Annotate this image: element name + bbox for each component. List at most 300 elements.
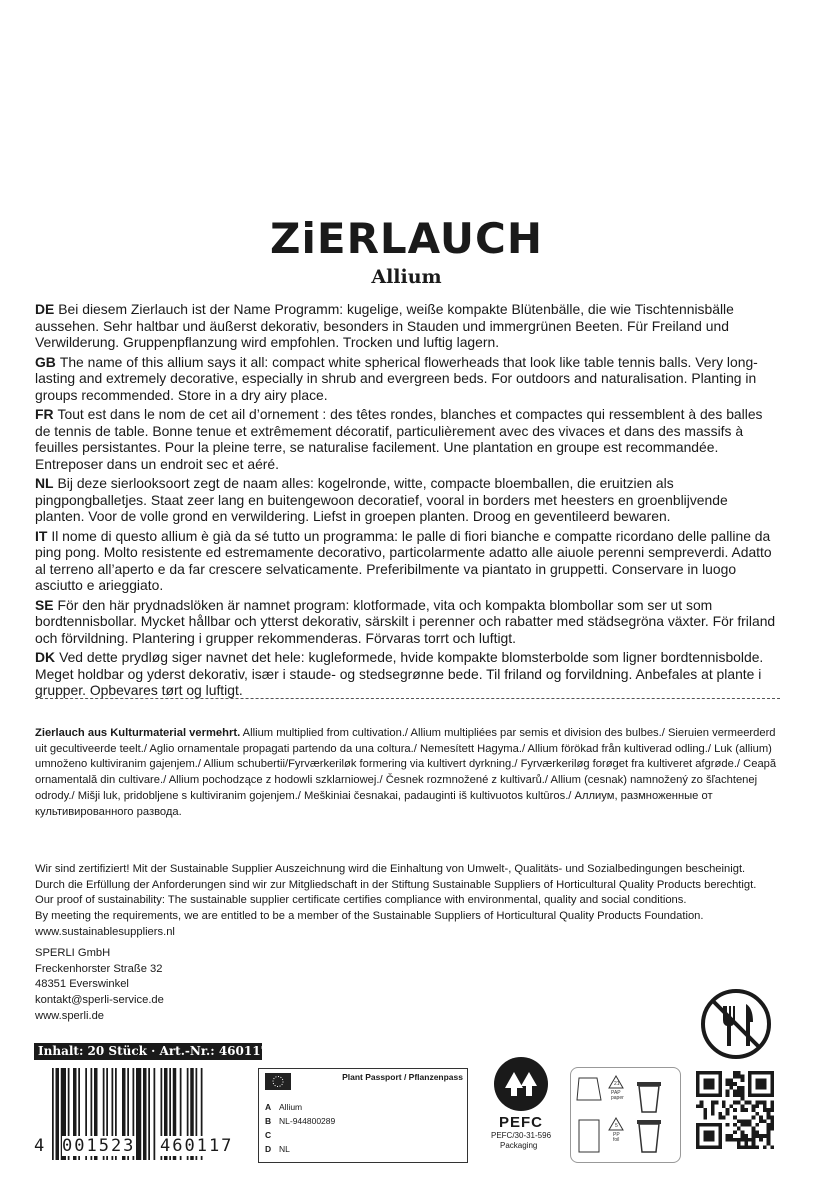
lang-code: DK <box>35 649 56 665</box>
company-name: SPERLI GmbH <box>35 947 111 959</box>
qr-module <box>696 1090 700 1094</box>
qr-module <box>744 1142 748 1146</box>
divider <box>35 698 780 699</box>
qr-module <box>748 1071 752 1075</box>
company-address <box>35 946 164 1025</box>
qr-module <box>741 1123 745 1127</box>
qr-module <box>770 1104 774 1108</box>
qr-module <box>733 1093 737 1097</box>
qr-module <box>703 1138 707 1142</box>
qr-module <box>759 1086 763 1090</box>
qr-module <box>711 1104 715 1108</box>
qr-module <box>703 1071 707 1075</box>
qr-module <box>744 1138 748 1142</box>
qr-module <box>748 1078 752 1082</box>
email: kontakt@sperli-service.de <box>35 994 164 1007</box>
qr-module <box>696 1134 700 1138</box>
qr-module <box>711 1138 715 1142</box>
qr-module <box>718 1138 722 1142</box>
qr-module <box>707 1078 711 1082</box>
qr-module <box>767 1108 771 1112</box>
qr-module <box>770 1075 774 1079</box>
qr-module <box>752 1071 756 1075</box>
qr-module <box>696 1145 700 1149</box>
recycle-label: PP <box>613 1132 620 1138</box>
lang-code: FR <box>35 406 54 422</box>
qr-module <box>733 1123 737 1127</box>
qr-module <box>737 1138 741 1142</box>
qr-module <box>737 1101 741 1105</box>
qr-module <box>763 1145 767 1149</box>
qr-module <box>763 1071 767 1075</box>
pouch-icon <box>579 1120 599 1152</box>
recycle-number: 21 <box>614 1081 620 1087</box>
page-subtitle: Allium <box>371 266 442 288</box>
passport-row <box>265 1144 290 1154</box>
qr-module <box>703 1108 707 1112</box>
plant-passport <box>258 1068 468 1163</box>
row-key: B <box>265 1116 272 1126</box>
qr-module <box>755 1101 759 1105</box>
qr-module <box>748 1119 752 1123</box>
qr-module <box>752 1127 756 1131</box>
qr-module <box>711 1112 715 1116</box>
qr-module <box>755 1123 759 1127</box>
recycling-info <box>570 1067 681 1163</box>
qr-module <box>696 1082 700 1086</box>
qr-module <box>741 1104 745 1108</box>
qr-module <box>707 1086 711 1090</box>
qr-module <box>744 1119 748 1123</box>
qr-module <box>700 1101 704 1105</box>
qr-module <box>715 1123 719 1127</box>
qr-module <box>726 1093 730 1097</box>
desc-de <box>35 301 780 351</box>
qr-module <box>744 1123 748 1127</box>
desc-fr <box>35 406 780 472</box>
qr-module <box>763 1134 767 1138</box>
qr-module <box>696 1075 700 1079</box>
qr-module <box>696 1127 700 1131</box>
qr-module <box>718 1142 722 1146</box>
qr-module <box>718 1093 722 1097</box>
qr-module <box>744 1108 748 1112</box>
qr-module <box>748 1101 752 1105</box>
cert-line: Our proof of sustainability: The sustainable supplier certificate certifies compliance with environmental, quality and social conditions. <box>35 894 687 907</box>
qr-module <box>733 1071 737 1075</box>
qr-module <box>700 1104 704 1108</box>
qr-module <box>707 1145 711 1149</box>
barcode-bar <box>136 1068 141 1160</box>
qr-module <box>733 1090 737 1094</box>
qr-module <box>737 1119 741 1123</box>
qr-module <box>759 1071 763 1075</box>
qr-module <box>748 1145 752 1149</box>
qr-module <box>755 1104 759 1108</box>
packaging-caption: Packaging <box>500 1141 538 1150</box>
row-key: A <box>265 1102 272 1112</box>
qr-module <box>767 1130 771 1134</box>
origin-lead: Zierlauch aus Kulturmaterial vermehrt. <box>35 727 241 739</box>
pefc-code: PEFC/30-31-596 <box>490 1131 552 1140</box>
qr-module <box>722 1101 726 1105</box>
qr-module <box>707 1123 711 1127</box>
qr-module <box>722 1104 726 1108</box>
qr-module <box>696 1086 700 1090</box>
qr-module <box>707 1134 711 1138</box>
qr-module <box>711 1134 715 1138</box>
passport-row <box>265 1102 302 1112</box>
qr-module <box>752 1116 756 1120</box>
qr-module <box>737 1142 741 1146</box>
ean-prefix: 4 <box>34 1136 45 1156</box>
qr-module <box>770 1082 774 1086</box>
qr-module <box>733 1108 737 1112</box>
recycle-sub: foil <box>613 1137 620 1143</box>
qr-module <box>763 1086 767 1090</box>
qr-module <box>718 1082 722 1086</box>
qr-module <box>752 1134 756 1138</box>
qr-module <box>718 1134 722 1138</box>
qr-module <box>711 1130 715 1134</box>
ean-left: 001523 <box>62 1136 136 1156</box>
qr-module <box>741 1138 745 1142</box>
desc-text: För den här prydnadslöken är namnet program: klotformade, vita och kompakta blombollar som ser ut som bordtennisbollar. Mycket hållbar och ytterst dekorativ, särskilt i perenner och rabatter med städsegröna växter. För friland och förvildning. Plantering i grupper rekommenderas. Förvaras torrt och luftigt. <box>35 596 776 646</box>
qr-module <box>741 1086 745 1090</box>
barcode-bar <box>56 1068 60 1160</box>
qr-module <box>718 1145 722 1149</box>
qr-module <box>707 1071 711 1075</box>
passport-row <box>265 1116 335 1126</box>
qr-module <box>715 1145 719 1149</box>
qr-module <box>763 1108 767 1112</box>
qr-module <box>733 1116 737 1120</box>
qr-module <box>770 1078 774 1082</box>
qr-module <box>741 1090 745 1094</box>
city: 48351 Everswinkel <box>35 978 129 991</box>
qr-module <box>737 1093 741 1097</box>
qr-module <box>770 1108 774 1112</box>
row-value: NL <box>279 1144 290 1154</box>
qr-module <box>711 1093 715 1097</box>
cert-line: Durch die Erfüllung der Anforderungen sind wir zur Mitgliedschaft in der Stiftung Sustainable Suppliers of Horticultural Quality Products berechtigt. <box>35 878 757 891</box>
qr-module <box>767 1123 771 1127</box>
cert-line: Wir sind zertifiziert! Mit der Sustainable Supplier Auszeichnung wird die Einhaltung von Umwelt-, Qualitäts- und Sozialbedingungen bescheinigt. <box>35 863 746 875</box>
qr-module <box>703 1130 707 1134</box>
qr-module <box>759 1119 763 1123</box>
recycle-number: 5 <box>615 1123 618 1129</box>
qr-module <box>759 1116 763 1120</box>
qr-module <box>729 1134 733 1138</box>
descriptions <box>35 301 780 702</box>
passport-row <box>265 1130 279 1140</box>
qr-module <box>755 1093 759 1097</box>
barcode-bar <box>154 1068 156 1160</box>
qr-module <box>718 1071 722 1075</box>
qr-module <box>726 1108 730 1112</box>
lang-code: GB <box>35 353 56 370</box>
qr-module <box>718 1127 722 1131</box>
qr-module <box>741 1130 745 1134</box>
qr-module <box>763 1104 767 1108</box>
qr-module <box>770 1093 774 1097</box>
qr-module <box>767 1134 771 1138</box>
qr-module <box>748 1075 752 1079</box>
qr-module <box>755 1112 759 1116</box>
qr-module <box>711 1108 715 1112</box>
desc-text: Bij deze sierlooksoort zegt de naam alles: kogelronde, witte, compacte bloemballen, die eruitzien als pingpongballetjes. Staat zeer lang en buitengewoon decoratief, vooral in borders met heesters en groenblijvende planten. Voor de volle grond en verwildering. Liefst in groepen planten. Droog en geventileerd bewaren. <box>35 475 728 524</box>
qr-module <box>715 1101 719 1105</box>
qr-module <box>770 1090 774 1094</box>
qr-module <box>770 1145 774 1149</box>
qr-module <box>763 1082 767 1086</box>
lang-code: DE <box>35 301 55 317</box>
qr-module <box>770 1127 774 1131</box>
qr-module <box>744 1134 748 1138</box>
qr-module <box>729 1138 733 1142</box>
qr-module <box>741 1093 745 1097</box>
qr-module <box>703 1116 707 1120</box>
qr-module <box>741 1134 745 1138</box>
qr-module <box>737 1086 741 1090</box>
cert-line: By meeting the requirements, we are entitled to be a member of the Sustainable Suppliers of Horticultural Quality Products Foundation. <box>35 910 704 923</box>
qr-module <box>726 1078 730 1082</box>
qr-module <box>767 1112 771 1116</box>
qr-module <box>733 1138 737 1142</box>
qr-module <box>707 1130 711 1134</box>
qr-module <box>741 1075 745 1079</box>
qr-module <box>767 1127 771 1131</box>
qr-module <box>707 1138 711 1142</box>
qr-module <box>752 1142 756 1146</box>
desc-dk <box>35 649 780 699</box>
lang-code: IT <box>35 527 48 544</box>
qr-module <box>700 1093 704 1097</box>
qr-module <box>696 1130 700 1134</box>
qr-module <box>770 1086 774 1090</box>
qr-module <box>726 1090 730 1094</box>
qr-module <box>696 1142 700 1146</box>
qr-module <box>729 1082 733 1086</box>
bag-icon <box>577 1078 601 1100</box>
desc-text: Il nome di questo allium è già da sé tutto un programma: le palle di fiori bianche e compatte ricordano delle palline da ping pong. Molto resistente ed estremamente decorativo, particolarmente adatto alle aiuole perenni sempreverdi. Adatto al terreno all’aperto e da far crescere selvaticamente. Preferibilmente va piantato in gruppetti. Conservare in luogo asciutto e arieggiato. <box>35 527 772 593</box>
qr-module <box>711 1078 715 1082</box>
qr-module <box>718 1075 722 1079</box>
qr-module <box>748 1090 752 1094</box>
qr-module <box>726 1134 730 1138</box>
qr-module <box>770 1101 774 1105</box>
qr-module <box>741 1108 745 1112</box>
website: www.sperli.de <box>35 1009 105 1022</box>
qr-module <box>703 1134 707 1138</box>
qr-module <box>741 1145 745 1149</box>
qr-module <box>752 1130 756 1134</box>
recycle-sub: paper <box>611 1095 624 1101</box>
pefc-tree-icon <box>493 1056 549 1112</box>
certification-block <box>35 862 785 941</box>
qr-module <box>770 1071 774 1075</box>
row-value: NL-944800289 <box>279 1116 336 1126</box>
qr-module <box>703 1123 707 1127</box>
qr-module <box>696 1078 700 1082</box>
qr-module <box>718 1078 722 1082</box>
qr-module <box>696 1093 700 1097</box>
lang-code: NL <box>35 475 54 491</box>
qr-module <box>759 1134 763 1138</box>
qr-module <box>737 1075 741 1079</box>
desc-text: Bei diesem Zierlauch ist der Name Programm: kugelige, weiße kompakte Blütenbälle, die wie Tischtennisbälle aussehen. Sehr haltbar und äußerst dekorativ, besonders in Stauden und immergrünen Beeten. Für Freiland und Verwilderung. Gruppenpflanzung wird empfohlen. Trocken und luftig lagern. <box>35 301 734 350</box>
eu-flag-icon <box>265 1073 291 1090</box>
qr-code[interactable] <box>696 1071 774 1149</box>
qr-module <box>718 1123 722 1127</box>
content-article-label: Inhalt: 20 Stück · Art.-Nr.: 460117 <box>34 1043 262 1060</box>
qr-module <box>767 1116 771 1120</box>
qr-module <box>696 1104 700 1108</box>
qr-module <box>748 1082 752 1086</box>
qr-module <box>729 1104 733 1108</box>
qr-module <box>755 1145 759 1149</box>
qr-module <box>715 1071 719 1075</box>
qr-module <box>737 1090 741 1094</box>
qr-module <box>715 1093 719 1097</box>
qr-module <box>759 1101 763 1105</box>
qr-module <box>763 1093 767 1097</box>
qr-module <box>759 1078 763 1082</box>
passport-title: Plant Passport / Pflanzenpass <box>342 1072 463 1082</box>
qr-module <box>752 1104 756 1108</box>
qr-module <box>767 1093 771 1097</box>
qr-module <box>770 1123 774 1127</box>
qr-module <box>741 1078 745 1082</box>
qr-module <box>718 1130 722 1134</box>
qr-module <box>741 1097 745 1101</box>
qr-module <box>755 1071 759 1075</box>
origin-text: Allium multiplied from cultivation./ Allium multipliées par semis et division des bulbes./ Sieruien vermeerderd uit gecultiveerde teelt./ Aglio ornamentale propagati partendo da una coltura./ Nemesített Hagyma./ Allium förökad från kultiverad odling./ Luk (allium) umnoženo kultiviranim gajenjem./ Allium schubertii/Fyrværkeriløk formering via kultivert dyrkning./ Fyrværkeriløg forøget fra kultiveret afgrøde./ Ceapă ornamentală din cultivare./ Allium pochodzące z hodowli szklarniowej./ Česnek rozmnožené z kultivarů./ Allium (cesnak) namnožený zo šľachtenej odrody./ Mišji luk, pridobljene s kultiviranim gojenjem./ Meškiniai česnakai, padauginti iš kultivuotos kultūros./ Аллиум, размноженные от культивированного развода. <box>35 727 777 818</box>
qr-module <box>718 1116 722 1120</box>
desc-nl <box>35 475 780 525</box>
qr-module <box>755 1078 759 1082</box>
desc-text: Tout est dans le nom de cet ail d’ornement : des têtes rondes, blanches et compactes qui ressemblent à des balles de tennis de table. Bonne tenue et extrêmement décoratif, particulièrement avec des vivaces et dans des massifs à feuilles persistantes. Pour la pleine terre, se naturalise facilement. Une plantation en groupe est recommandée. Entreposer dans un endroit sec et aéré. <box>35 406 763 472</box>
qr-module <box>700 1145 704 1149</box>
qr-module <box>752 1138 756 1142</box>
qr-module <box>752 1108 756 1112</box>
qr-module <box>733 1082 737 1086</box>
qr-module <box>703 1078 707 1082</box>
qr-module <box>755 1086 759 1090</box>
qr-module <box>711 1123 715 1127</box>
qr-module <box>729 1078 733 1082</box>
qr-module <box>711 1145 715 1149</box>
qr-module <box>707 1082 711 1086</box>
qr-module <box>703 1082 707 1086</box>
qr-module <box>700 1071 704 1075</box>
qr-module <box>752 1093 756 1097</box>
qr-module <box>767 1142 771 1146</box>
qr-module <box>711 1086 715 1090</box>
qr-module <box>703 1093 707 1097</box>
not-for-food-icon <box>698 986 774 1062</box>
qr-module <box>767 1071 771 1075</box>
plastic-bin-icon <box>637 1120 661 1152</box>
recycle-label: PAP <box>611 1090 621 1096</box>
qr-module <box>703 1086 707 1090</box>
paper-bin-icon <box>637 1082 661 1112</box>
lang-code: SE <box>35 596 54 613</box>
qr-module <box>726 1138 730 1142</box>
qr-module <box>726 1123 730 1127</box>
qr-module <box>748 1093 752 1097</box>
row-key: D <box>265 1144 272 1154</box>
ean-right: 460117 <box>160 1136 234 1156</box>
qr-module <box>741 1119 745 1123</box>
qr-module <box>759 1138 763 1142</box>
qr-module <box>763 1078 767 1082</box>
qr-module <box>733 1101 737 1105</box>
qr-module <box>748 1086 752 1090</box>
qr-module <box>744 1101 748 1105</box>
qr-module <box>770 1116 774 1120</box>
qr-module <box>759 1082 763 1086</box>
qr-module <box>733 1075 737 1079</box>
qr-module <box>711 1101 715 1105</box>
pefc-name: PEFC <box>498 1114 543 1131</box>
desc-se <box>35 597 780 647</box>
origin-note <box>35 726 785 820</box>
qr-module <box>737 1127 741 1131</box>
qr-module <box>744 1145 748 1149</box>
qr-module <box>718 1086 722 1090</box>
qr-module <box>703 1112 707 1116</box>
qr-module <box>722 1116 726 1120</box>
qr-module <box>726 1112 730 1116</box>
qr-module <box>755 1082 759 1086</box>
qr-module <box>696 1123 700 1127</box>
barcode-bar <box>148 1068 150 1160</box>
qr-module <box>737 1071 741 1075</box>
qr-module <box>752 1145 756 1149</box>
desc-text: The name of this allium says it all: compact white spherical flowerheads that look like table tennis balls. Very long-lasting and extremely decorative, especially in shrub and evergreen beds. For outdoors and naturalisation. Planting in groups recommended. Store in a dry airy place. <box>35 353 758 403</box>
row-key: C <box>265 1130 272 1140</box>
qr-module <box>755 1130 759 1134</box>
desc-it <box>35 528 780 594</box>
page-title: ZiERLAUCH <box>270 214 543 263</box>
street: Freckenhorster Straße 32 <box>35 962 163 975</box>
row-value: Allium <box>279 1102 303 1112</box>
barcode-bar <box>52 1068 54 1160</box>
qr-module <box>748 1138 752 1142</box>
qr-module <box>696 1071 700 1075</box>
qr-module <box>711 1082 715 1086</box>
qr-module <box>696 1138 700 1142</box>
qr-module <box>733 1130 737 1134</box>
qr-module <box>759 1093 763 1097</box>
cert-url: www.sustainablesuppliers.nl <box>35 925 175 938</box>
qr-module <box>711 1071 715 1075</box>
qr-module <box>748 1123 752 1127</box>
qr-module <box>726 1082 730 1086</box>
qr-module <box>718 1090 722 1094</box>
qr-module <box>755 1134 759 1138</box>
qr-module <box>770 1119 774 1123</box>
barcode-bar <box>143 1068 147 1160</box>
qr-module <box>707 1093 711 1097</box>
desc-text: Ved dette prydløg siger navnet det hele: kugleformede, hvide kompakte blomsterbolde som ligner bordtennisbolde. Meget holdbar og yderst dekorativ, især i staude- og stedsegrønne bede. Til friland og forvildning. Anbefales at plante i grupper. Opbevares tørt og luftigt. <box>35 649 764 698</box>
qr-module <box>729 1086 733 1090</box>
qr-module <box>718 1112 722 1116</box>
qr-module <box>700 1123 704 1127</box>
desc-gb <box>35 354 780 404</box>
qr-module <box>737 1145 741 1149</box>
